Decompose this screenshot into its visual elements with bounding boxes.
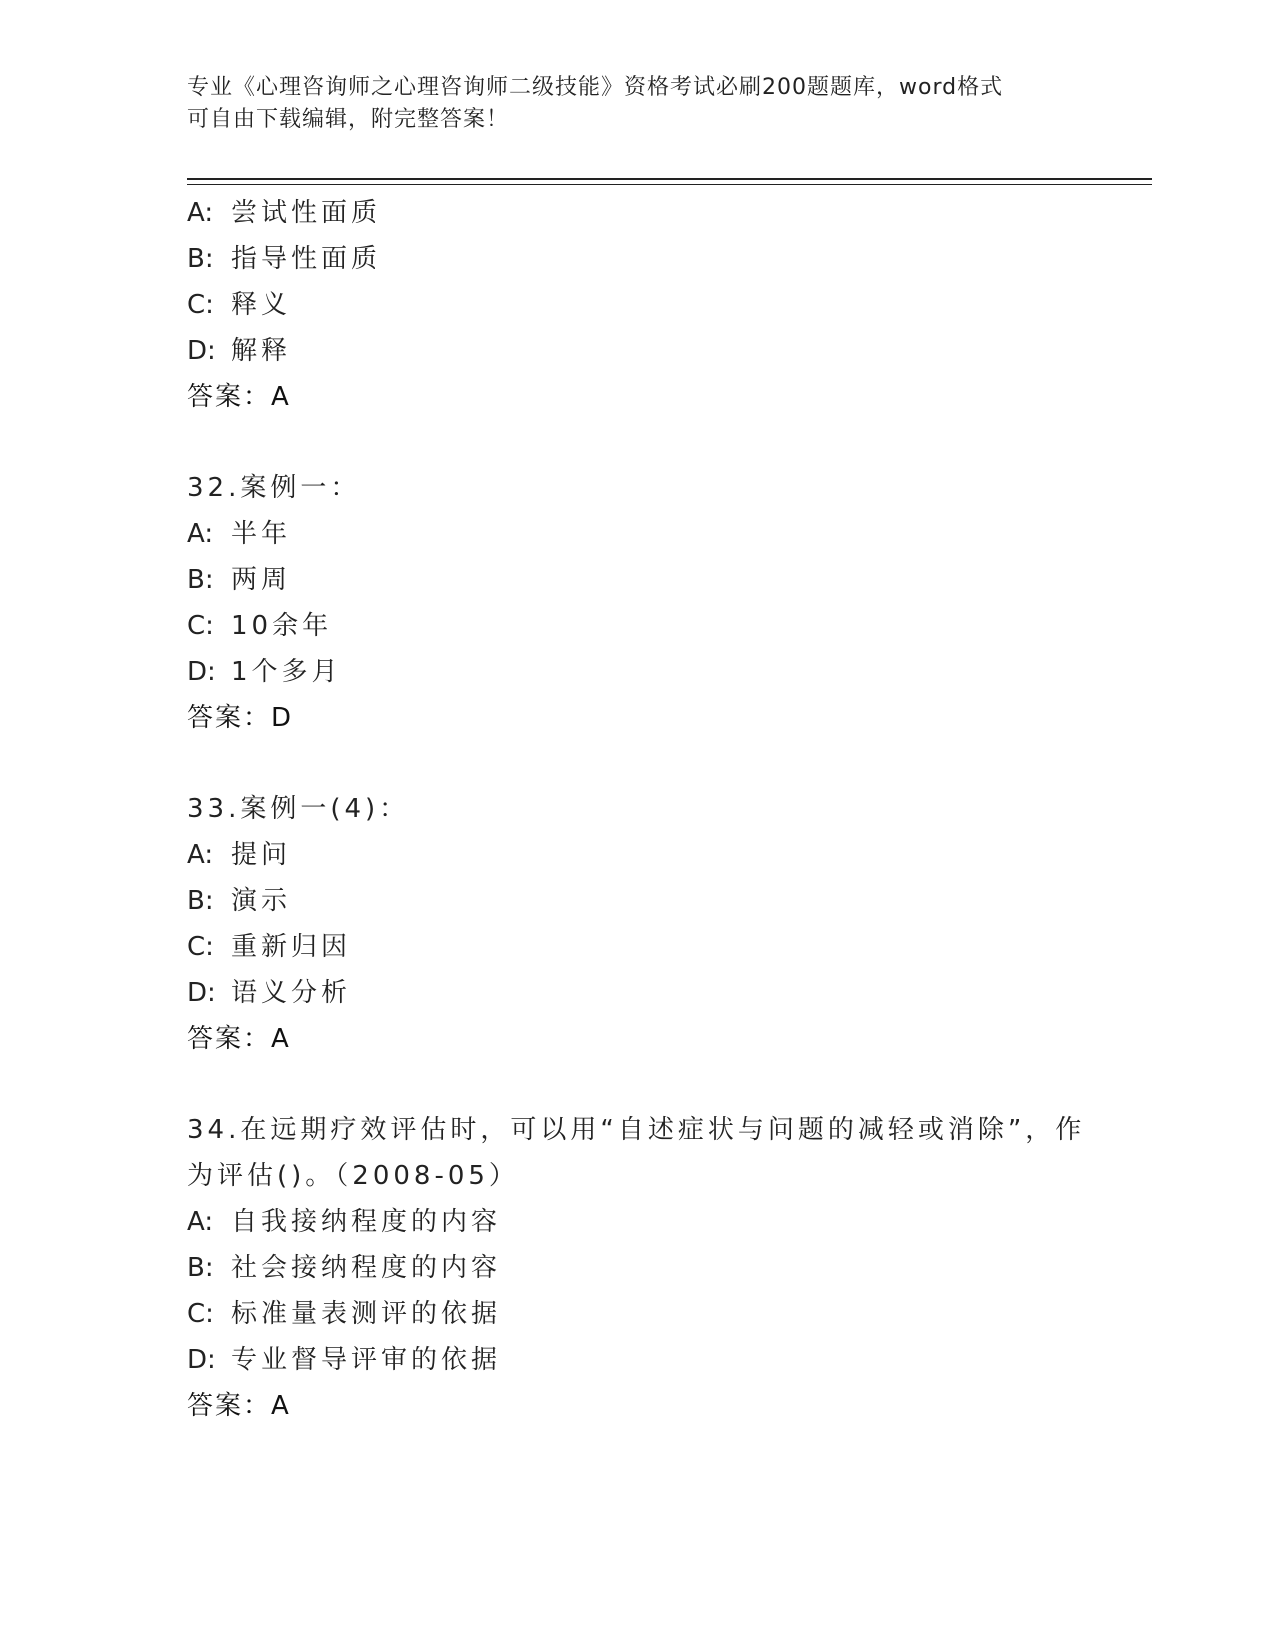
option-d <box>187 970 1087 1016</box>
answer-line: 答案：A <box>187 382 291 412</box>
option-b <box>187 1245 1087 1291</box>
question-block <box>187 465 1087 741</box>
answer-line: 答案：D <box>187 703 294 733</box>
option-a <box>187 190 1087 236</box>
option-label: C: <box>187 932 214 962</box>
question-list <box>187 190 1087 1429</box>
option-text: 10余年 <box>231 611 333 641</box>
option-label: A: <box>187 840 214 870</box>
option-c <box>187 1291 1087 1337</box>
question-stem <box>187 465 1087 511</box>
option-d <box>187 649 1087 695</box>
option-label: B: <box>187 244 214 274</box>
option-text: 1个多月 <box>231 657 342 687</box>
option-label: A: <box>187 198 214 228</box>
question-block <box>187 786 1087 1062</box>
option-label: D: <box>187 978 216 1008</box>
question-block <box>187 190 1087 420</box>
option-text: 社会接纳程度的内容 <box>231 1253 502 1283</box>
option-text: 演示 <box>231 886 292 916</box>
option-c <box>187 603 1087 649</box>
option-c <box>187 924 1087 970</box>
spacer <box>187 741 1087 786</box>
answer-line: 答案：A <box>187 1024 291 1054</box>
option-text: 标准量表测评的依据 <box>231 1299 502 1329</box>
document-header <box>187 72 1067 136</box>
question-stem-line: 为评估()。（2008-05） <box>187 1161 519 1191</box>
option-b <box>187 557 1087 603</box>
header-divider-top <box>187 178 1152 180</box>
question-stem <box>187 1107 1087 1199</box>
option-text: 自我接纳程度的内容 <box>231 1207 502 1237</box>
option-b <box>187 236 1087 282</box>
option-label: B: <box>187 886 214 916</box>
option-text: 专业督导评审的依据 <box>231 1345 502 1375</box>
option-label: D: <box>187 657 216 687</box>
spacer <box>187 1062 1087 1107</box>
option-c <box>187 282 1087 328</box>
option-label: B: <box>187 565 214 595</box>
header-divider-bottom <box>187 184 1152 185</box>
option-label: C: <box>187 290 214 320</box>
question-stem-line: 33.案例一(4)： <box>187 794 410 824</box>
question-block <box>187 1107 1087 1429</box>
option-text: 尝试性面质 <box>231 198 382 228</box>
header-line-1: 专业《心理咨询师之心理咨询师二级技能》资格考试必刷200题题库，word格式 <box>187 75 1004 100</box>
option-label: C: <box>187 611 214 641</box>
spacer <box>187 420 1087 465</box>
answer-line: 答案：A <box>187 1391 291 1421</box>
header-line-2: 可自由下载编辑，附完整答案！ <box>187 107 510 132</box>
option-label: A: <box>187 1207 214 1237</box>
option-b <box>187 878 1087 924</box>
option-text: 两周 <box>231 565 292 595</box>
option-label: D: <box>187 336 216 366</box>
option-text: 提问 <box>231 840 292 870</box>
option-text: 释义 <box>231 290 292 320</box>
question-stem-line: 32.案例一： <box>187 473 361 503</box>
option-label: D: <box>187 1345 216 1375</box>
option-text: 语义分析 <box>231 978 352 1008</box>
option-d <box>187 1337 1087 1383</box>
option-a <box>187 832 1087 878</box>
option-label: B: <box>187 1253 214 1283</box>
question-stem-line: 34.在远期疗效评估时，可以用“自述症状与问题的减轻或消除”，作 <box>187 1115 1086 1145</box>
option-a <box>187 1199 1087 1245</box>
option-text: 半年 <box>231 519 292 549</box>
question-stem <box>187 786 1087 832</box>
option-text: 重新归因 <box>231 932 352 962</box>
option-label: A: <box>187 519 214 549</box>
option-a <box>187 511 1087 557</box>
option-text: 解释 <box>231 336 292 366</box>
option-text: 指导性面质 <box>231 244 382 274</box>
option-d <box>187 328 1087 374</box>
option-label: C: <box>187 1299 214 1329</box>
